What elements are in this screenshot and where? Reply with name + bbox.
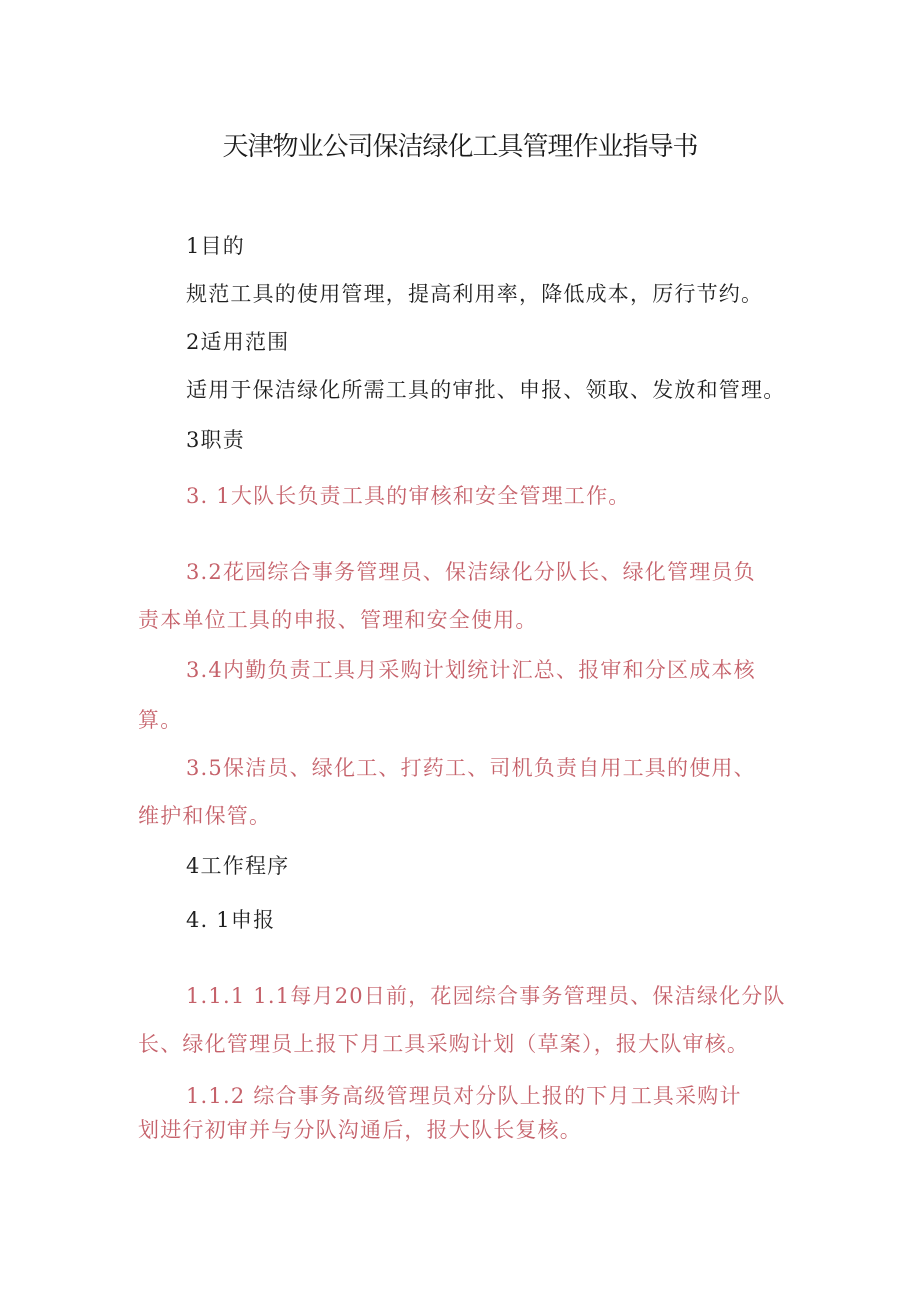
section-3-5-text-line2: 维护和保管。 [138,804,272,828]
section-3-1-text: 3. 1大队长负责工具的审核和安全管理工作。 [186,484,631,508]
section-3-5-text-line1: 3.5保洁员、绿化工、打药工、司机负责自用工具的使用、 [186,756,756,780]
section-3-2-text-line2: 责本单位工具的申报、管理和安全使用。 [138,608,538,632]
section-1-heading: 1目的 [186,234,245,258]
section-4-1-1-text-line1: 1.1.1 1.1每月20日前，花园综合事务管理员、保洁绿化分队 [186,984,786,1008]
section-3-2-text-line1: 3.2花园综合事务管理员、保洁绿化分队长、绿化管理员负 [186,560,756,584]
section-3-4-text-line2: 算。 [138,708,183,732]
section-3-heading: 3职责 [186,428,245,452]
section-2-heading: 2适用范围 [186,330,290,354]
section-4-1-2-text-line2: 划进行初审并与分队沟通后，报大队长复核。 [138,1118,582,1142]
section-4-heading: 4工作程序 [186,854,290,878]
section-4-1-1-text-line2: 长、绿化管理员上报下月工具采购计划（草案），报大队审核。 [138,1032,750,1056]
section-4-1-2-text-line1: 1.1.2 综合事务高级管理员对分队上报的下月工具采购计 [186,1084,742,1108]
section-2-text: 适用于保洁绿化所需工具的审批、申报、领取、发放和管理。 [186,378,786,402]
section-1-text: 规范工具的使用管理，提高利用率，降低成本，厉行节约。 [186,282,764,306]
section-4-1-heading: 4. 1申报 [186,908,276,932]
section-3-4-text-line1: 3.4内勤负责工具月采购计划统计汇总、报审和分区成本核 [186,658,756,682]
page-title: 天津物业公司保洁绿化工具管理作业指导书 [222,132,698,162]
